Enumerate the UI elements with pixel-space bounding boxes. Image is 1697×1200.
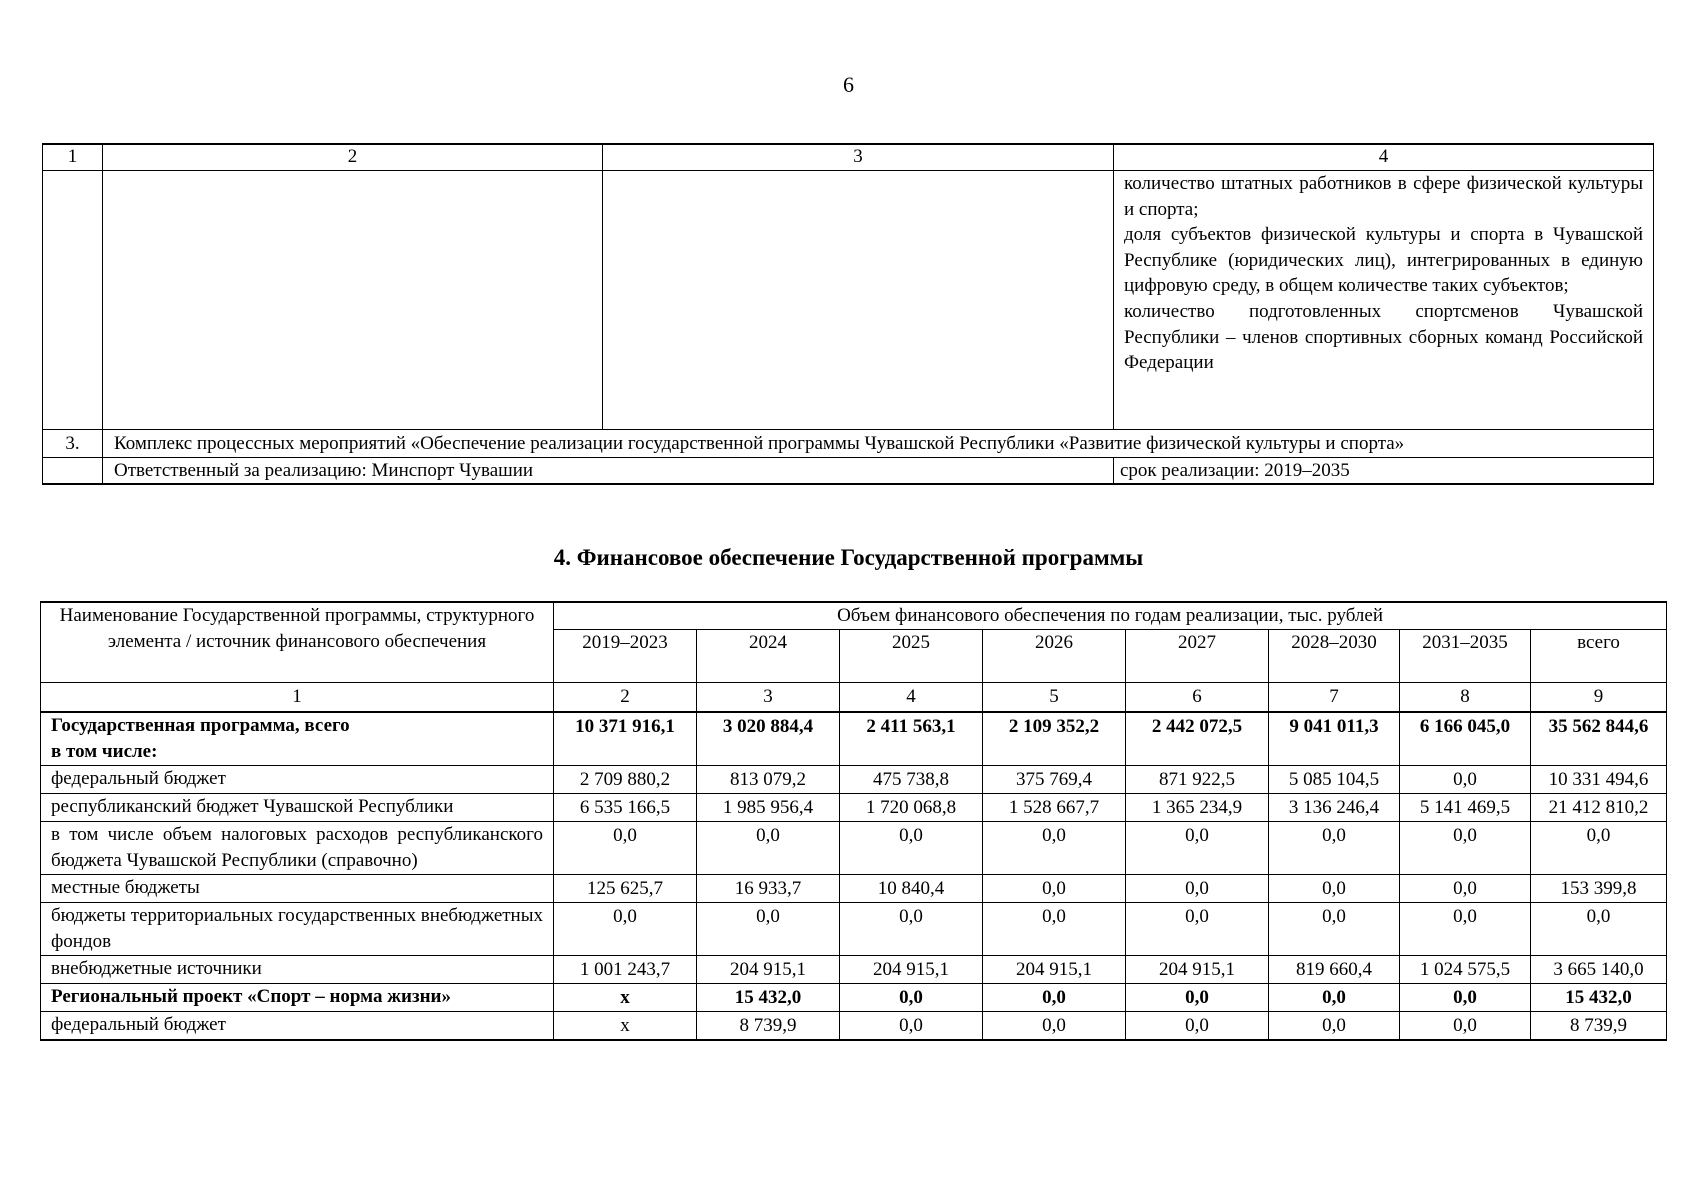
page-number: 6 <box>843 72 854 97</box>
column-index: 5 <box>983 683 1126 713</box>
finance-row-name <box>41 984 554 1012</box>
finance-value-cell: 0,0 <box>1400 822 1531 875</box>
finance-row <box>41 794 1667 822</box>
finance-value-cell: 2 411 563,1 <box>840 712 983 766</box>
finance-value-cell: 204 915,1 <box>983 956 1126 984</box>
finance-value-cell: 0,0 <box>1400 984 1531 1012</box>
finance-value-cell: 0,0 <box>697 903 840 956</box>
finance-row-label: республиканский бюджет Чувашской Республики <box>51 796 454 817</box>
column-index: 6 <box>1126 683 1269 713</box>
top-table-continued-row <box>43 171 1654 430</box>
finance-value-cell: 5 141 469,5 <box>1400 794 1531 822</box>
top-cell-empty <box>603 171 1114 430</box>
finance-value-cell: 1 365 234,9 <box>1126 794 1269 822</box>
finance-value-cell: 0,0 <box>983 875 1126 903</box>
finance-row <box>41 766 1667 794</box>
finance-row-label: федеральный бюджет <box>51 768 226 789</box>
top-cell-empty <box>43 171 103 430</box>
finance-value-cell: 0,0 <box>1400 903 1531 956</box>
finance-value-cell: 204 915,1 <box>697 956 840 984</box>
finance-value-cell: 15 432,0 <box>1531 984 1667 1012</box>
finance-value-cell: 0,0 <box>1531 903 1667 956</box>
finance-row <box>41 822 1667 875</box>
year-header: 2031–2035 <box>1400 630 1531 683</box>
finance-value-cell: 9 041 011,3 <box>1269 712 1400 766</box>
responsibility-row <box>43 458 1654 485</box>
finance-value-cell: 5 085 104,5 <box>1269 766 1400 794</box>
finance-value-cell: 871 922,5 <box>1126 766 1269 794</box>
responsible-executor: Ответственный за реализацию: Минспорт Чувашии <box>103 458 1114 485</box>
finance-value-cell: 0,0 <box>1400 875 1531 903</box>
finance-row <box>41 875 1667 903</box>
finance-value-cell: 0,0 <box>1126 984 1269 1012</box>
finance-value-cell: 0,0 <box>983 903 1126 956</box>
year-header: 2028–2030 <box>1269 630 1400 683</box>
top-table <box>42 143 1654 485</box>
finance-value-cell: 0,0 <box>983 1012 1126 1041</box>
column-index: 3 <box>697 683 840 713</box>
finance-value-cell: 0,0 <box>1400 766 1531 794</box>
column-index-row <box>41 683 1667 713</box>
top-table-header-row <box>43 144 1654 171</box>
top-col-2-header: 2 <box>103 144 603 171</box>
finance-row-label: федеральный бюджет <box>51 1014 226 1035</box>
finance-value-cell: 1 001 243,7 <box>554 956 697 984</box>
finance-value-cell: 204 915,1 <box>840 956 983 984</box>
year-header: 2027 <box>1126 630 1269 683</box>
finance-row <box>41 956 1667 984</box>
finance-value-cell: 819 660,4 <box>1269 956 1400 984</box>
finance-row-name <box>41 903 554 956</box>
finance-row-name <box>41 766 554 794</box>
process-complex-title: Комплекс процессных мероприятий «Обеспечение реализации государственной программы Чувашской Республики «Развитие физической культуры и спорта» <box>103 430 1654 458</box>
finance-value-cell: 813 079,2 <box>697 766 840 794</box>
finance-value-cell: 35 562 844,6 <box>1531 712 1667 766</box>
finance-value-cell: 10 371 916,1 <box>554 712 697 766</box>
top-col-4-header: 4 <box>1114 144 1654 171</box>
finance-row-name <box>41 712 554 766</box>
finance-value-cell: 125 625,7 <box>554 875 697 903</box>
finance-value-cell: 6 535 166,5 <box>554 794 697 822</box>
finance-value-cell: 153 399,8 <box>1531 875 1667 903</box>
volume-group-header: Объем финансового обеспечения по годам реализации, тыс. рублей <box>554 602 1667 630</box>
finance-value-cell: 1 720 068,8 <box>840 794 983 822</box>
top-col-3-header: 3 <box>603 144 1114 171</box>
column-index: 1 <box>41 683 554 713</box>
finance-row-name <box>41 1012 554 1041</box>
finance-value-cell: 0,0 <box>983 822 1126 875</box>
finance-row <box>41 903 1667 956</box>
finance-value-cell: 0,0 <box>1269 903 1400 956</box>
finance-header-row <box>41 602 1667 630</box>
name-column-header: Наименование Государственной программы, структурного элемента / источник финансового обеспечения <box>41 602 554 683</box>
finance-value-cell: 10 331 494,6 <box>1531 766 1667 794</box>
finance-value-cell: 0,0 <box>1400 1012 1531 1041</box>
finance-value-cell: 8 739,9 <box>697 1012 840 1041</box>
finance-row-sublabel: в том числе: <box>51 741 158 762</box>
finance-row-label: Государственная программа, всего <box>51 715 350 736</box>
finance-value-cell: 0,0 <box>1126 1012 1269 1041</box>
finance-row-label: в том числе объем налоговых расходов республиканского бюджета Чувашской Республики (справочно) <box>51 824 543 871</box>
finance-value-cell: 0,0 <box>840 903 983 956</box>
finance-value-cell: 0,0 <box>1269 875 1400 903</box>
finance-value-cell: 1 528 667,7 <box>983 794 1126 822</box>
finance-value-cell: 6 166 045,0 <box>1400 712 1531 766</box>
section-title: 4. Финансовое обеспечение Государственной программы <box>553 545 1144 570</box>
indicator-list-cell <box>1114 171 1654 430</box>
implementation-term: срок реализации: 2019–2035 <box>1114 458 1654 485</box>
finance-row-label: внебюджетные источники <box>51 958 262 979</box>
finance-value-cell: 475 738,8 <box>840 766 983 794</box>
finance-row-label: местные бюджеты <box>51 877 200 898</box>
finance-value-cell: 204 915,1 <box>1126 956 1269 984</box>
finance-row-name <box>41 956 554 984</box>
finance-table <box>40 601 1667 1041</box>
finance-value-cell: х <box>554 1012 697 1041</box>
finance-row-name <box>41 822 554 875</box>
column-index: 9 <box>1531 683 1667 713</box>
finance-row <box>41 712 1667 766</box>
finance-value-cell: 2 442 072,5 <box>1126 712 1269 766</box>
finance-value-cell: 16 933,7 <box>697 875 840 903</box>
year-header: 2024 <box>697 630 840 683</box>
indicator-item: доля субъектов физической культуры и спорта в Чувашской Республике (юридических лиц), интегрированных в единую цифровую среду, в общем количестве таких субъектов; <box>1124 224 1643 297</box>
column-index: 2 <box>554 683 697 713</box>
finance-value-cell: 1 024 575,5 <box>1400 956 1531 984</box>
finance-value-cell: 3 020 884,4 <box>697 712 840 766</box>
finance-value-cell: 0,0 <box>1126 903 1269 956</box>
year-header: 2025 <box>840 630 983 683</box>
finance-row <box>41 984 1667 1012</box>
finance-value-cell: 0,0 <box>840 1012 983 1041</box>
finance-value-cell: 375 769,4 <box>983 766 1126 794</box>
finance-value-cell: 3 136 246,4 <box>1269 794 1400 822</box>
finance-value-cell: 8 739,9 <box>1531 1012 1667 1041</box>
finance-value-cell: 0,0 <box>1269 1012 1400 1041</box>
finance-value-cell: 2 709 880,2 <box>554 766 697 794</box>
finance-value-cell: 1 985 956,4 <box>697 794 840 822</box>
top-cell-empty <box>103 171 603 430</box>
finance-value-cell: 0,0 <box>554 822 697 875</box>
year-header: 2019–2023 <box>554 630 697 683</box>
finance-value-cell: 2 109 352,2 <box>983 712 1126 766</box>
finance-value-cell: 0,0 <box>1269 822 1400 875</box>
finance-value-cell: 0,0 <box>697 822 840 875</box>
finance-row-label: бюджеты территориальных государственных внебюджетных фондов <box>51 905 543 952</box>
finance-value-cell: х <box>554 984 697 1012</box>
finance-row-name <box>41 875 554 903</box>
finance-value-cell: 15 432,0 <box>697 984 840 1012</box>
process-complex-row <box>43 430 1654 458</box>
finance-value-cell: 0,0 <box>1126 822 1269 875</box>
finance-value-cell: 3 665 140,0 <box>1531 956 1667 984</box>
finance-value-cell: 21 412 810,2 <box>1531 794 1667 822</box>
row-number: 3. <box>43 430 103 458</box>
total-header: всего <box>1531 630 1667 683</box>
finance-value-cell: 0,0 <box>983 984 1126 1012</box>
year-header: 2026 <box>983 630 1126 683</box>
top-cell-empty <box>43 458 103 485</box>
column-index: 7 <box>1269 683 1400 713</box>
finance-value-cell: 0,0 <box>840 822 983 875</box>
finance-value-cell: 0,0 <box>1126 875 1269 903</box>
finance-row-label: Региональный проект «Спорт – норма жизни» <box>51 986 452 1007</box>
finance-row <box>41 1012 1667 1041</box>
indicator-item: количество штатных работников в сфере физической культуры и спорта; <box>1124 173 1643 220</box>
top-col-1-header: 1 <box>43 144 103 171</box>
column-index: 8 <box>1400 683 1531 713</box>
column-index: 4 <box>840 683 983 713</box>
finance-value-cell: 0,0 <box>1531 822 1667 875</box>
finance-value-cell: 0,0 <box>1269 984 1400 1012</box>
finance-value-cell: 0,0 <box>554 903 697 956</box>
finance-value-cell: 0,0 <box>840 984 983 1012</box>
indicator-item: количество подготовленных спортсменов Чувашской Республики – членов спортивных сборных команд Российской Федерации <box>1124 300 1643 374</box>
finance-row-name <box>41 794 554 822</box>
finance-value-cell: 10 840,4 <box>840 875 983 903</box>
